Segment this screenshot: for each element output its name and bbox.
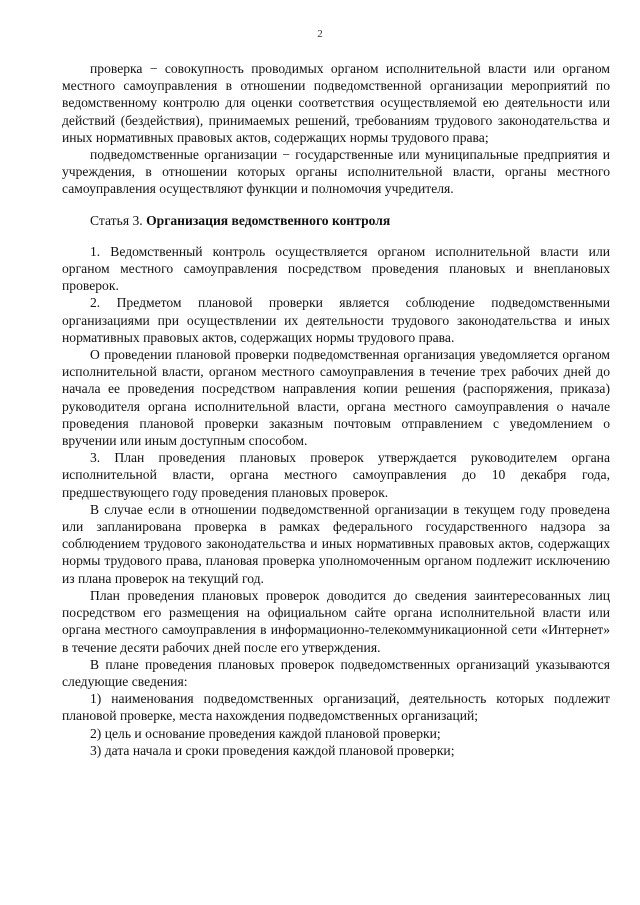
paragraph-exclusion: В случае если в отношении подведомственной организации в текущем году проведена или запланирована проверка в рамках федерального государственного надзора за соблюдением трудового законодательства и иных нормативных правовых актов, содержащих нормы трудового права, плановая проверка уполномоченным органом подлежит исключению из плана проверок на текущий год. [62,501,610,586]
definition-subordinate-organizations: подведомственные организации − государственные или муниципальные предприятия и учреждения, в отношении которых органы исполнительной власти, органы местного самоуправления осуществляют функции и полномочия учредителя. [62,147,610,197]
paragraph-plan-contents: В плане проведения плановых проверок подведомственных организаций указываются следующие сведения: [62,656,610,689]
paragraph-publication: План проведения плановых проверок доводится до сведения заинтересованных лиц посредством его размещения на официальном сайте органа исполнительной власти или органа местного самоуправления в информационно-телекоммуникационной сети «Интернет» в течение десяти рабочих дней после его утверждения. [62,587,610,655]
paragraph-3: 3. План проведения плановых проверок утверждается руководителем органа исполнительной власти, органа местного самоуправления до 10 декабря года, предшествующего году проведения плановых проверок. [62,450,610,500]
definition-check: проверка − совокупность проводимых органом исполнительной власти или органом местного самоуправления в отношении подведомственной организации мероприятий по ведомственному контролю для оценки соответствия осуществляемой ею деятельности или действий (бездействия), принимаемых решений, требованиям трудового законодательства и иных нормативных правовых актов, содержащих нормы трудового права; [62,61,610,145]
page-number: 2 [317,28,323,40]
list-item-3: 3) дата начала и сроки проведения каждой плановой проверки; [90,742,455,758]
article-heading [62,212,610,229]
document-body [62,60,610,759]
paragraph-2: 2. Предметом плановой проверки является соблюдение подведомственными организациями при осуществлении их деятельности трудового законодательства и иных нормативных правовых актов, содержащих нормы трудового права. [62,295,610,345]
article-title: Организация ведомственного контроля [146,212,391,228]
paragraph-1: 1. Ведомственный контроль осуществляется органом исполнительной власти или органом местного самоуправления посредством проведения плановых и внеплановых проверок. [62,243,610,294]
paragraph-notification: О проведении плановой проверки подведомственная организация уведомляется органом исполнительной власти, органом местного самоуправления в течение трех рабочих дней до начала ее проведения посредством направления копии решения (распоряжения, приказа) руководителя органа исполнительной власти, органа местного самоуправления о начале проведения плановой проверки заказным почтовым отправлением с уведомлением о вручении или иным доступным способом. [62,347,610,449]
list-item-2: 2) цель и основание проведения каждой плановой проверки; [90,725,441,741]
list-item-1: 1) наименования подведомственных организаций, деятельность которых подлежит плановой проверке, места нахождения подведомственных организаций; [62,691,610,724]
article-number: Статья 3. [90,212,143,228]
